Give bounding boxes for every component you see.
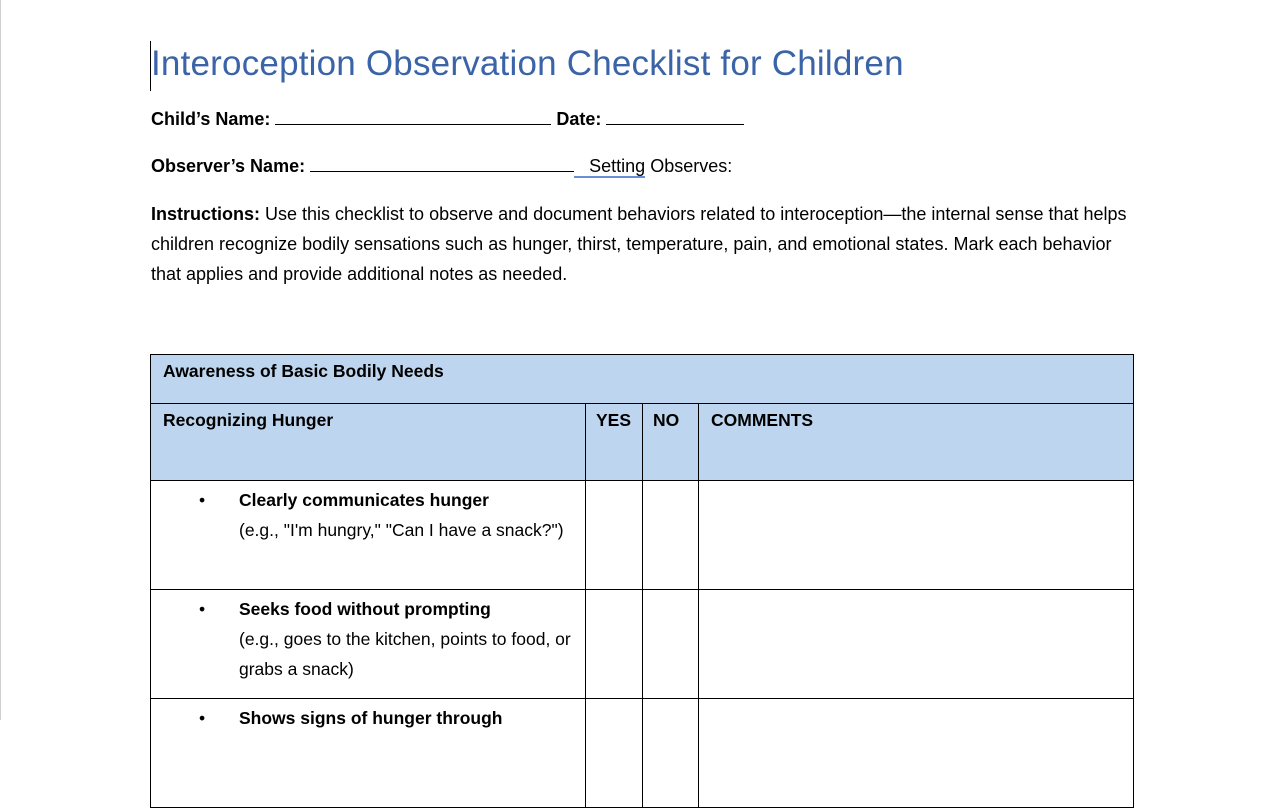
no-cell[interactable]	[643, 699, 699, 808]
bullet-icon: •	[199, 490, 206, 510]
instructions	[151, 199, 1141, 289]
no-cell[interactable]	[643, 481, 699, 590]
table-row	[151, 481, 1134, 590]
date-label: Date:	[556, 109, 602, 129]
no-column-header: NO	[643, 404, 699, 481]
yes-column-header: YES	[586, 404, 643, 481]
date-blank[interactable]	[606, 108, 744, 125]
column-header-row	[151, 404, 1134, 481]
subsection-header: Recognizing Hunger	[151, 404, 586, 481]
child-name-blank[interactable]	[275, 108, 551, 125]
bullet-icon: •	[199, 599, 206, 619]
behavior-cell	[151, 590, 586, 699]
page-edge	[0, 0, 1, 720]
observer-name-label: Observer’s Name:	[151, 156, 306, 176]
table-row	[151, 699, 1134, 808]
comments-cell[interactable]	[699, 590, 1134, 699]
behavior-title: Clearly communicates hunger	[239, 490, 489, 510]
child-date-line[interactable]	[151, 108, 744, 130]
behavior-cell	[151, 481, 586, 590]
yes-cell[interactable]	[586, 590, 643, 699]
section-header: Awareness of Basic Bodily Needs	[151, 355, 1134, 404]
behavior-title: Shows signs of hunger through	[239, 708, 503, 728]
section-header-row	[151, 355, 1134, 404]
document-title[interactable]: Interoception Observation Checklist for Children	[151, 44, 904, 83]
behavior-detail: (e.g., "I'm hungry," "Can I have a snack?")	[239, 520, 564, 540]
checklist-table	[150, 354, 1134, 808]
child-name-label: Child’s Name:	[151, 109, 271, 129]
instructions-text: Use this checklist to observe and document behaviors related to interoception—the internal sense that helps children recognize bodily sensations such as hunger, thirst, temperature, pain, and emotional states. Mark each behavior that applies and provide additional notes as needed.	[151, 204, 1127, 284]
setting-label: Setting	[574, 156, 645, 178]
no-cell[interactable]	[643, 590, 699, 699]
instructions-label: Instructions:	[151, 204, 261, 224]
observes-label: Observes:	[650, 156, 733, 176]
observer-line[interactable]	[151, 155, 732, 177]
yes-cell[interactable]	[586, 481, 643, 590]
observer-name-blank[interactable]	[310, 155, 574, 172]
comments-cell[interactable]	[699, 481, 1134, 590]
behavior-detail: (e.g., goes to the kitchen, points to food, or grabs a snack)	[239, 629, 571, 679]
behavior-title: Seeks food without prompting	[239, 599, 491, 619]
table-row	[151, 590, 1134, 699]
yes-cell[interactable]	[586, 699, 643, 808]
behavior-cell	[151, 699, 586, 808]
comments-cell[interactable]	[699, 699, 1134, 808]
bullet-icon: •	[199, 708, 206, 728]
comments-column-header: COMMENTS	[699, 404, 1134, 481]
